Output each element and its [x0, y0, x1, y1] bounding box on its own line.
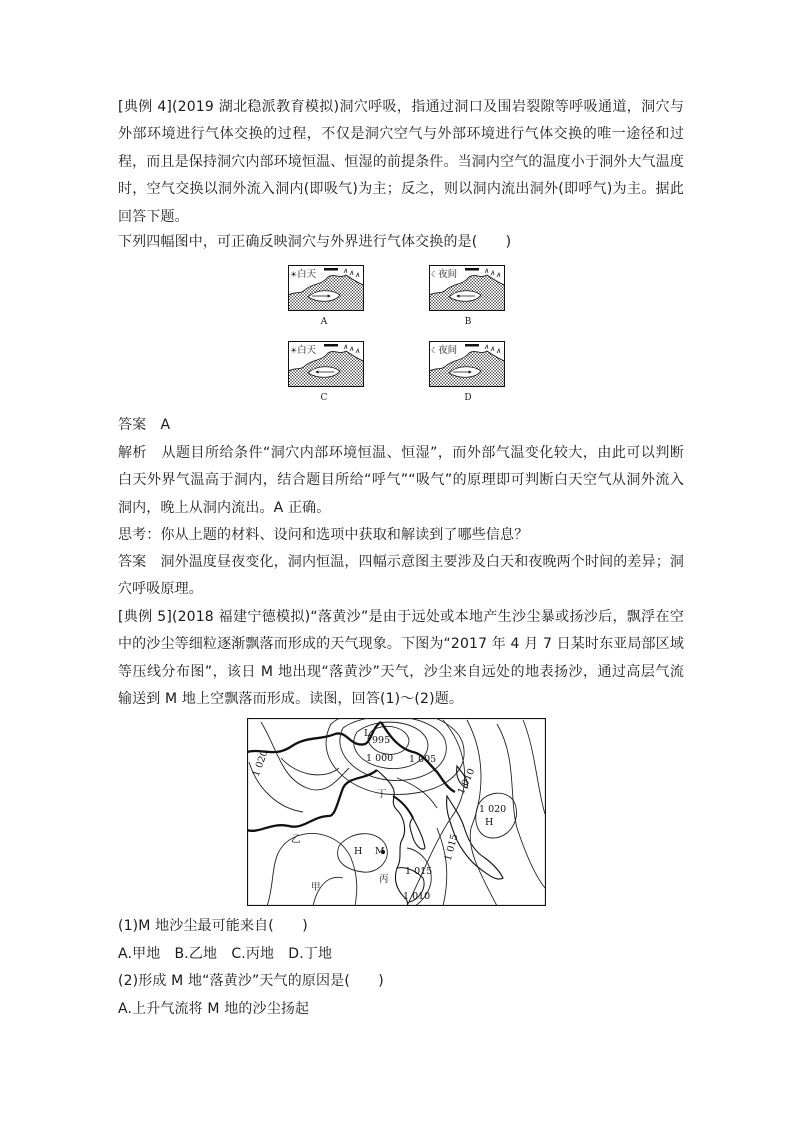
map-label-1020-east: 1 020: [479, 804, 507, 815]
example5-question-1: (1)M 地沙尘最可能来自( ): [118, 918, 308, 934]
moon-icon-label: [431, 266, 457, 280]
sun-icon: ☀: [290, 270, 298, 279]
moon-icon: ☾: [431, 346, 439, 355]
map-label-m: M: [375, 846, 385, 857]
map-label-yi: 乙: [291, 834, 301, 845]
example5-question-2-option-a: A.上升气流将 M 地的沙尘扬起: [118, 1001, 310, 1017]
panel-time-label: 白天: [297, 345, 317, 356]
example4-tag: [典例 4]: [118, 99, 173, 115]
map-label-1015-east: 1 015: [442, 832, 461, 863]
cave-panel-d: [429, 341, 505, 387]
isobar-map: [247, 718, 546, 906]
example4-answer: 答案 A: [118, 417, 171, 433]
panel-time-label: 白天: [297, 269, 317, 280]
example4-text: (2019 湖北稳派教育模拟)洞穴呼吸，指通过洞口及围岩裂隙等呼吸通道，洞穴与外部环境进行气体交换的过程，不仅是洞穴空气与外部环境进行气体交换的唯一途径和过程，而且是保持洞穴内部环境恒温、恒湿的前提条件。当洞内空气的温度小于洞外大气温度时，空气交换以洞外流入洞内(即吸气)为主；反之，则以洞内流出洞外(即呼气)为主。据此回答下题。: [118, 99, 684, 225]
example4-question: 下列四幅图中，可正确反映洞穴与外界进行气体交换的是( ): [118, 234, 512, 250]
map-label-jia: 甲: [311, 882, 321, 893]
moon-icon-label: [431, 342, 457, 356]
panel-time-label: 夜间: [438, 345, 458, 356]
sun-icon: ☀: [290, 346, 298, 355]
panel-caption-c: C: [320, 393, 328, 403]
example5-question-1-options: A.甲地 B.乙地 C.丙地 D.丁地: [118, 946, 333, 962]
example5-tag: [典例 5]: [118, 609, 172, 625]
example4-analysis: 解析 从题目所给条件“洞穴内部环境恒温、恒湿”，而外部气温变化较大，由此可以判断白天外界气温高于洞内，结合题目所给“呼气”“吸气”的原理即可判断白天空气从洞外流入洞内，晚上从洞内流出。A 正确。: [118, 445, 684, 516]
panel-caption-a: A: [320, 317, 328, 327]
map-label-bing: 丙: [379, 874, 389, 885]
map-label-995: 995: [372, 735, 391, 746]
example4-intro: [118, 94, 684, 231]
panel-caption-b: B: [464, 317, 472, 327]
example5-text: (2018 福建宁德模拟)“落黄沙”是由于远处或本地产生沙尘暴或扬沙后，飘浮在空中的沙尘等细粒逐渐飘落而形成的天气现象。下图为“2017 年 4 月 7 日某时东亚局部区域等压线分布图”，该日 M 地出现“落黄沙”天气，沙尘来自远处的地表扬沙，通过高层气流输送到 M 地上空飘落而形成。读图，回答(1)～(2)题。: [118, 609, 684, 708]
example5-question-2: (2)形成 M 地“落黄沙”天气的原因是( ): [118, 973, 384, 989]
map-label-1000: 1 000: [366, 753, 394, 764]
map-label-high-west: H: [354, 846, 363, 857]
cave-panel-c: [288, 341, 364, 387]
map-label-1020-west: 1 020: [250, 748, 271, 779]
cave-panel-a: [288, 265, 364, 311]
panel-time-label: 夜间: [438, 269, 458, 280]
think-answer: 答案 洞外温度昼夜变化，洞内恒温，四幅示意图主要涉及白天和夜晚两个时间的差异；洞穴呼吸原理。: [118, 554, 684, 598]
map-label-low: L: [364, 728, 371, 739]
map-label-ding: 丁: [377, 789, 387, 800]
sun-icon-label: [290, 266, 316, 280]
think-question: 思考：你从上题的材料、设问和选项中获取和解读到了哪些信息？: [118, 527, 529, 543]
map-label-1015-south: 1 015: [405, 866, 433, 877]
map-label-high-east: H: [485, 817, 494, 828]
map-label-1010: 1 010: [455, 766, 478, 797]
panel-caption-d: D: [464, 393, 472, 403]
map-label-1005: 1 005: [409, 754, 437, 765]
cave-panel-b: [429, 265, 505, 311]
moon-icon: ☾: [431, 270, 439, 279]
map-label-1010-south: 1 010: [403, 891, 431, 902]
sun-icon-label: [290, 342, 316, 356]
example5-intro: [118, 604, 684, 714]
